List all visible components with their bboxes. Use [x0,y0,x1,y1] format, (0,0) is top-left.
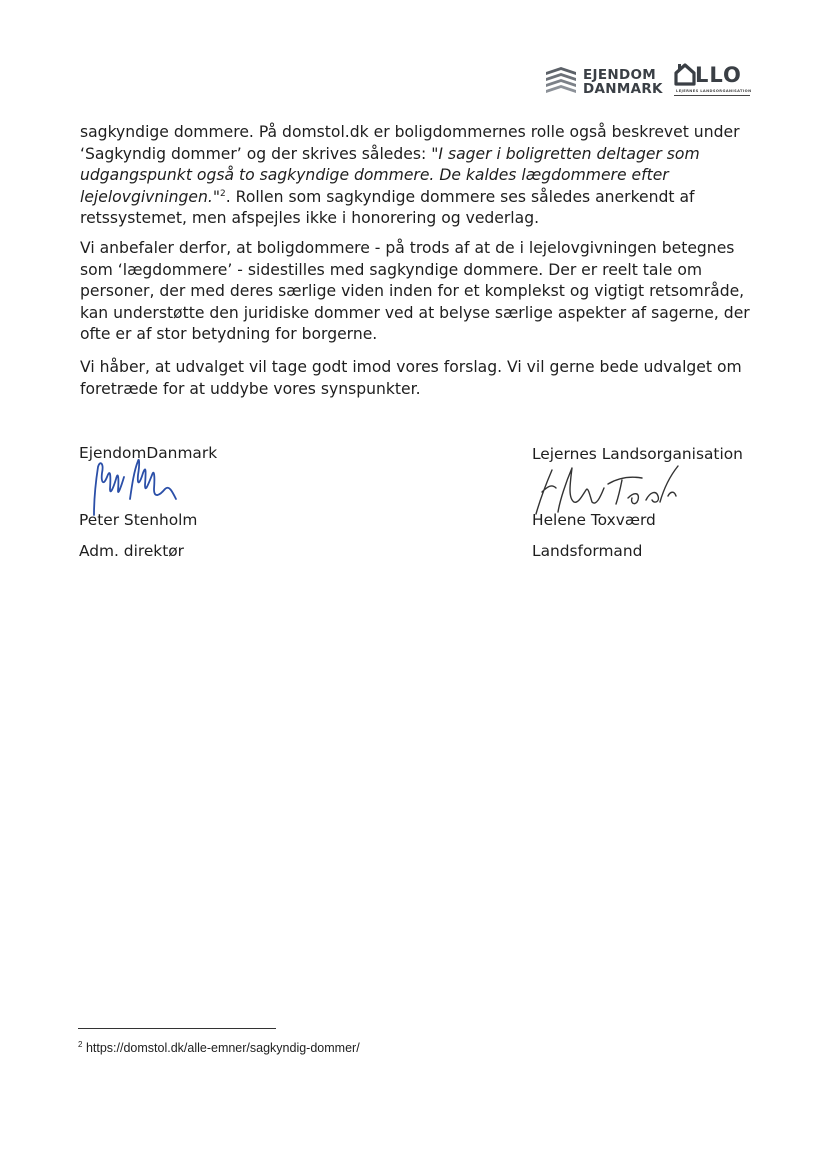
p1-quote-part3: lejelovgivningen." [80,187,221,206]
footnote-reference[interactable]: 2 [220,188,226,199]
footnote-separator [78,1028,276,1029]
p1-line4 [80,187,750,209]
llo-wordmark: LLO [695,63,742,87]
p1-line4-text: . Rollen som sagkyndige dommere ses således anerkendt af [225,187,695,206]
p1-line5: retssystemet, men afspejles ikke i honorering og vederlag. [80,209,540,227]
right-signatory-organization: Lejernes Landsorganisation [532,445,743,463]
p1-line2-text: ‘Sagkyndig dommer’ og der skrives således: [80,144,432,163]
logo-line2: DANMARK [583,81,663,97]
right-signatory-name: Helene Toxværd [532,511,656,529]
left-signatory-title: Adm. direktør [79,542,184,560]
p2-line5: ofte er af stor betydning for borgerne. [80,325,378,343]
footnote [78,1040,360,1056]
p2-line4: kan understøtte den juridiske dommer ved at belyse særlige aspekter af sagerne, der [80,303,750,322]
paragraph-1 [80,122,750,230]
llo-tagline: LEJERNES LANDSORGANISATION [676,89,752,93]
p3-line1: Vi håber, at udvalget vil tage godt imod vores forslag. Vi vil gerne bede udvalget om [80,358,742,376]
p2-line3: personer, der med deres særlige viden inden for et komplekst og vigtigt retsområde, [80,282,745,300]
llo-underline [674,95,750,96]
logo-line1: EJENDOM [583,67,656,83]
p1-quote-part1: "I sager i boligretten deltager som [431,144,700,163]
footnote-link[interactable]: https://domstol.dk/alle-emner/sagkyndig-dommer/ [85,1041,360,1055]
ejendom-danmark-logo [544,64,662,98]
p2-line2: som ‘lægdommere’ - sidestilles med sagkyndige dommere. Der er reelt tale om [80,260,703,279]
llo-logo [674,62,750,100]
footnote-number: 2 [78,1040,83,1049]
left-signatory-name: Peter Stenholm [79,511,198,529]
p1-line1: sagkyndige dommere. På domstol.dk er boligdommernes rolle også beskrevet under [80,123,740,141]
p1-line3: udgangspunkt også to sagkyndige dommere. De kaldes lægdommere efter [80,166,669,184]
paragraph-3 [80,357,750,400]
right-signatory-title: Landsformand [532,542,643,560]
p1-line2 [80,144,750,166]
p2-line1: Vi anbefaler derfor, at boligdommere - på trods af at de i lejelovgivningen betegnes [80,239,735,257]
house-icon [674,62,696,86]
p3-line2: foretræde for at uddybe vores synspunkter. [80,379,421,398]
paragraph-2 [80,238,750,346]
ejendom-danmark-wordmark [583,68,663,96]
ejendom-danmark-logo-icon [544,66,578,96]
left-signatory-organization: EjendomDanmark [79,444,218,462]
